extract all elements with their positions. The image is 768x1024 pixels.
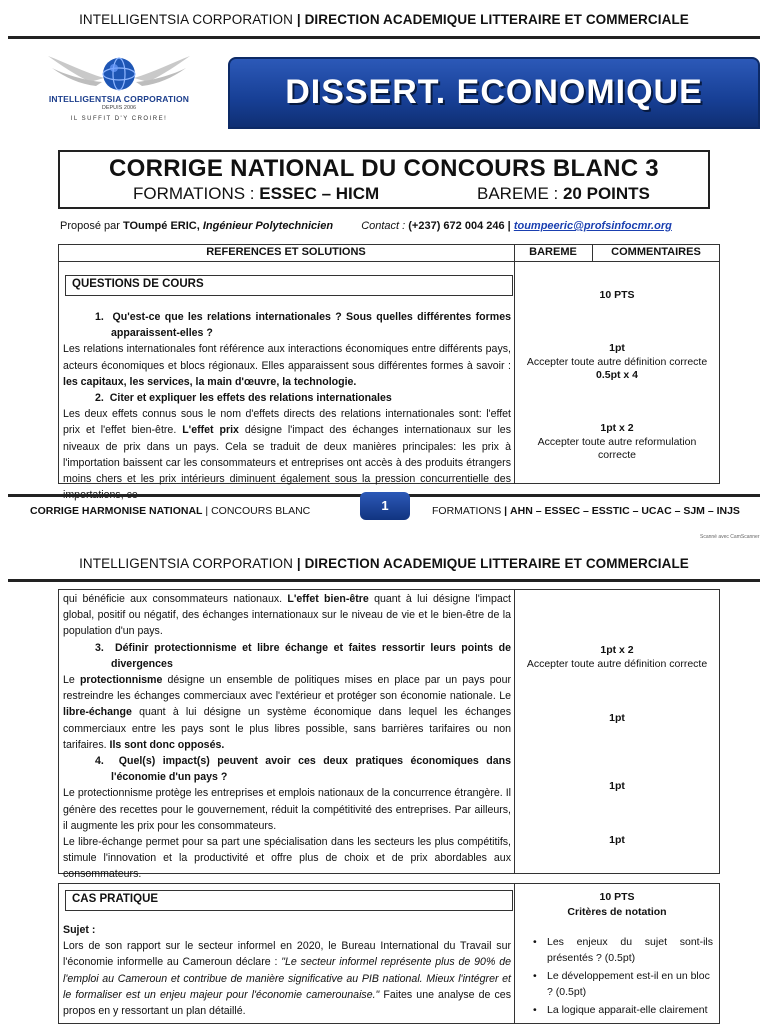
cont-a: qui bénéficie aux consommateurs nationaux. bbox=[63, 593, 288, 605]
a3-b1: protectionnisme bbox=[79, 674, 163, 687]
bareme-value: 20 POINTS bbox=[562, 184, 650, 203]
col-header-bareme: BAREME bbox=[529, 246, 577, 258]
a2-intro: Les deux effets connus sous le nom d'effets directs des relations internationales sont: l'effet prix et l'effet bien-être. bbox=[63, 408, 511, 437]
section-cas-pratique: CAS PRATIQUE bbox=[65, 890, 513, 911]
contact-sep: | bbox=[504, 220, 514, 232]
bareme-line bbox=[477, 184, 650, 204]
header-rule bbox=[8, 36, 760, 39]
answer-2 bbox=[63, 406, 511, 503]
criteria-item: • Les enjeux du sujet sont-ils présentés ? (0.5pt) bbox=[533, 934, 713, 966]
cont-b: quant à lui désigne l'impact global, positif ou négatif, des échanges internationaux sur le niveau de vie et le bien-être de la population d'un pays. bbox=[63, 593, 511, 638]
q2-text: Citer et expliquer les effets des relations internationales bbox=[109, 392, 392, 405]
q3-number: 3. bbox=[95, 641, 104, 654]
mark-q2-pts: 1pt x 2 bbox=[600, 422, 634, 434]
footer-left-rest: CONCOURS BLANC bbox=[211, 505, 311, 517]
section-questions-de-cours: QUESTIONS DE COURS bbox=[65, 275, 513, 296]
answer-3 bbox=[63, 672, 511, 753]
question-4 bbox=[95, 753, 511, 785]
contact-phone: (+237) 672 004 246 bbox=[408, 220, 505, 232]
mark-q1-detail: 0.5pt x 4 bbox=[595, 369, 639, 381]
questions-block-page1 bbox=[63, 309, 511, 503]
mark-q3-pts: 1pt x 2 bbox=[600, 644, 634, 656]
logo-tagline: IL SUFFIT D'Y CROIRE! bbox=[70, 116, 168, 122]
q4-text: Quel(s) impact(s) peuvent avoir ces deux pratiques économiques dans l'économie d'un pays ? bbox=[111, 755, 511, 784]
question-3 bbox=[95, 640, 511, 672]
criteria-item: • Le développement est-il en un bloc ? (0.5pt) bbox=[533, 968, 713, 1000]
a3-2: désigne un ensemble de politiques mises en place par un pays pour restreindre les échanges commerciaux avec l'extérieur et protéger son économie nationale. Le bbox=[63, 674, 511, 703]
mark-q4b: 1pt bbox=[609, 834, 625, 846]
case-marks bbox=[514, 890, 720, 920]
criteria-list bbox=[533, 934, 713, 1020]
case-criteria-title: Critères de notation bbox=[567, 906, 667, 918]
section-points: 10 PTS bbox=[599, 289, 635, 301]
formations-line bbox=[133, 184, 379, 204]
cont-bold: L'effet bien-être bbox=[287, 593, 369, 605]
case-points: 10 PTS bbox=[599, 891, 635, 903]
contact-label: Contact : bbox=[361, 220, 409, 232]
author-role: Ingénieur Polytechnicien bbox=[202, 220, 334, 232]
questions-block-page2 bbox=[63, 591, 511, 883]
author-name: TOumpé ERIC, bbox=[122, 220, 203, 232]
formations-value: ESSEC – HICM bbox=[259, 184, 380, 203]
subject-block bbox=[63, 922, 511, 1019]
a2-bold: L'effet prix bbox=[182, 424, 239, 437]
header2-sep: | bbox=[296, 556, 301, 571]
table2-col-divider bbox=[514, 589, 515, 874]
q2-number: 2. bbox=[95, 392, 104, 405]
subject-a: Lors de son rapport sur le secteur informel en 2020, le Bureau International du Travail sur l'économie informelle au Cameroun déclare : bbox=[63, 940, 511, 969]
footer-left bbox=[30, 505, 310, 517]
header2-rule bbox=[8, 579, 760, 582]
formations-label: FORMATIONS : bbox=[133, 184, 260, 203]
mark-q3-comment: Accepter toute autre définition correcte bbox=[526, 657, 708, 670]
answer-4-protectionnisme: Le protectionnisme protège les entreprises et emplois nationaux de la concurrence étrangère. Il génère des recettes pour le gouvernement, réduit la compétitivité des entreprises. Par ailleurs, il augmente les prix pour les consommateurs. bbox=[63, 787, 511, 832]
page-number: 1 bbox=[360, 492, 410, 520]
banner-title: DISSERT. ECONOMIQUE bbox=[285, 73, 703, 111]
col-header-references: REFERENCES ET SOLUTIONS bbox=[206, 246, 366, 258]
logo-name: INTELLIGENTSIA CORPORATION bbox=[48, 94, 190, 104]
subject-quote: "Le secteur informel représente plus de 90% de l'emploi au Cameroun et contribue de manière significative au PIB national. Mieux l'intégrer et le formaliser est un enjeu majeur pour l'économie camerounaise." bbox=[63, 956, 511, 1001]
footer-sep-left: | bbox=[205, 505, 209, 517]
subject-b: Faites une analyse de ces propos en y ressortant un plan détaillé. bbox=[63, 988, 511, 1018]
col-header-comments: COMMENTAIRES bbox=[611, 246, 701, 258]
answer-1 bbox=[63, 341, 511, 390]
contact-email-link[interactable]: toumpeeric@profsinfocmr.org bbox=[513, 220, 672, 232]
footer-left-bold: CORRIGE HARMONISE NATIONAL bbox=[30, 505, 203, 517]
header-direction: DIRECTION ACADEMIQUE LITTERAIRE ET COMMERCIALE bbox=[304, 12, 689, 27]
answer-4-libre-echange: Le libre-échange permet pour sa part une spécialisation dans les secteurs les plus compétitifs, stimule l'innovation et la productivité et offre plus de choix et de prix abordables aux consommateurs. bbox=[63, 836, 511, 881]
table-header-rule bbox=[58, 261, 720, 262]
subject-text bbox=[63, 938, 511, 1019]
logo-since: DEPUIS 2006 bbox=[101, 105, 137, 111]
exam-title: CORRIGE NATIONAL DU CONCOURS BLANC 3 bbox=[109, 155, 659, 182]
mark-q1-pts: 1pt bbox=[609, 342, 625, 354]
winged-globe-icon bbox=[34, 52, 204, 96]
q3-text: Définir protectionnisme et libre échange et faites ressortir leurs points de divergences bbox=[111, 641, 512, 670]
mark-q4a: 1pt bbox=[609, 780, 625, 792]
page1-header bbox=[0, 12, 768, 27]
header-sep: | bbox=[296, 12, 301, 27]
a3-3: quant à lui désigne un système économique dans lequel les échanges commerciaux entre les pays sont le plus libres possible, sans barrières tarifaires ou non tarifaires. bbox=[63, 706, 511, 751]
a2-rest: désigne l'impact des échanges internationaux sur les niveaux de prix dans un pays. Cela se traduit de deux manières principales: les prix à l'importation baissent car les consommateurs et entreprises ont accès à des produits étrangers moins chers et les prix intérieurs diminuent également sous la pression concurrentielle des importations, ce bbox=[63, 424, 511, 502]
company-logo bbox=[34, 52, 204, 130]
scanner-watermark: Scanné avec CamScanner bbox=[700, 534, 760, 540]
q4-number: 4. bbox=[95, 755, 104, 768]
title-banner bbox=[228, 57, 760, 129]
header2-org: INTELLIGENTSIA CORPORATION bbox=[79, 556, 293, 571]
a3-b3: Ils sont donc opposés. bbox=[109, 738, 225, 751]
header-org: INTELLIGENTSIA CORPORATION bbox=[79, 12, 293, 27]
mark-q2-comment: Accepter toute autre reformulation correcte bbox=[537, 435, 697, 461]
q1-number: 1. bbox=[95, 311, 104, 323]
a3-1: Le bbox=[63, 674, 80, 687]
mark-q3b: 1pt bbox=[609, 712, 625, 724]
footer-right-value: AHN – ESSEC – ESSTIC – UCAC – SJM – INJS bbox=[510, 505, 740, 517]
a3-b2: libre-échange bbox=[63, 706, 132, 719]
title-box bbox=[58, 150, 710, 209]
a1-text: Les relations internationales font référence aux interactions économiques entre différents pays, acteurs économiques et blocs régionaux. Elles apparaissent sous différentes formes à savoir : bbox=[63, 343, 511, 372]
footer-right: FORMATIONS | AHN – ESSEC – ESSTIC – UCAC – SJM – INJS bbox=[432, 505, 740, 517]
q1-text: Qu'est-ce que les relations internationales ? Sous quelles différentes formes apparaissent-elles ? bbox=[111, 311, 511, 340]
mark-q2 bbox=[520, 422, 714, 463]
a1-bold: les capitaux, les services, la main d'œuvre, la technologie. bbox=[63, 375, 357, 388]
answer-2-cont bbox=[63, 591, 511, 640]
mark-q1-comment: Accepter toute autre définition correcte bbox=[526, 355, 708, 368]
proposed-prefix: Proposé par bbox=[60, 220, 123, 232]
bareme-label: BAREME : bbox=[477, 184, 563, 203]
question-2 bbox=[95, 390, 511, 406]
mark-q1 bbox=[514, 342, 720, 383]
proposed-by-line bbox=[60, 220, 672, 232]
criteria-item: • La logique apparait-elle clairement bbox=[533, 1002, 713, 1018]
header2-direction: DIRECTION ACADEMIQUE LITTERAIRE ET COMMERCIALE bbox=[304, 556, 689, 571]
question-1 bbox=[95, 309, 511, 341]
mark-q3 bbox=[514, 644, 720, 671]
page2-header bbox=[0, 556, 768, 571]
subject-label: Sujet : bbox=[63, 924, 96, 936]
footer-right-label: FORMATIONS bbox=[432, 505, 502, 517]
